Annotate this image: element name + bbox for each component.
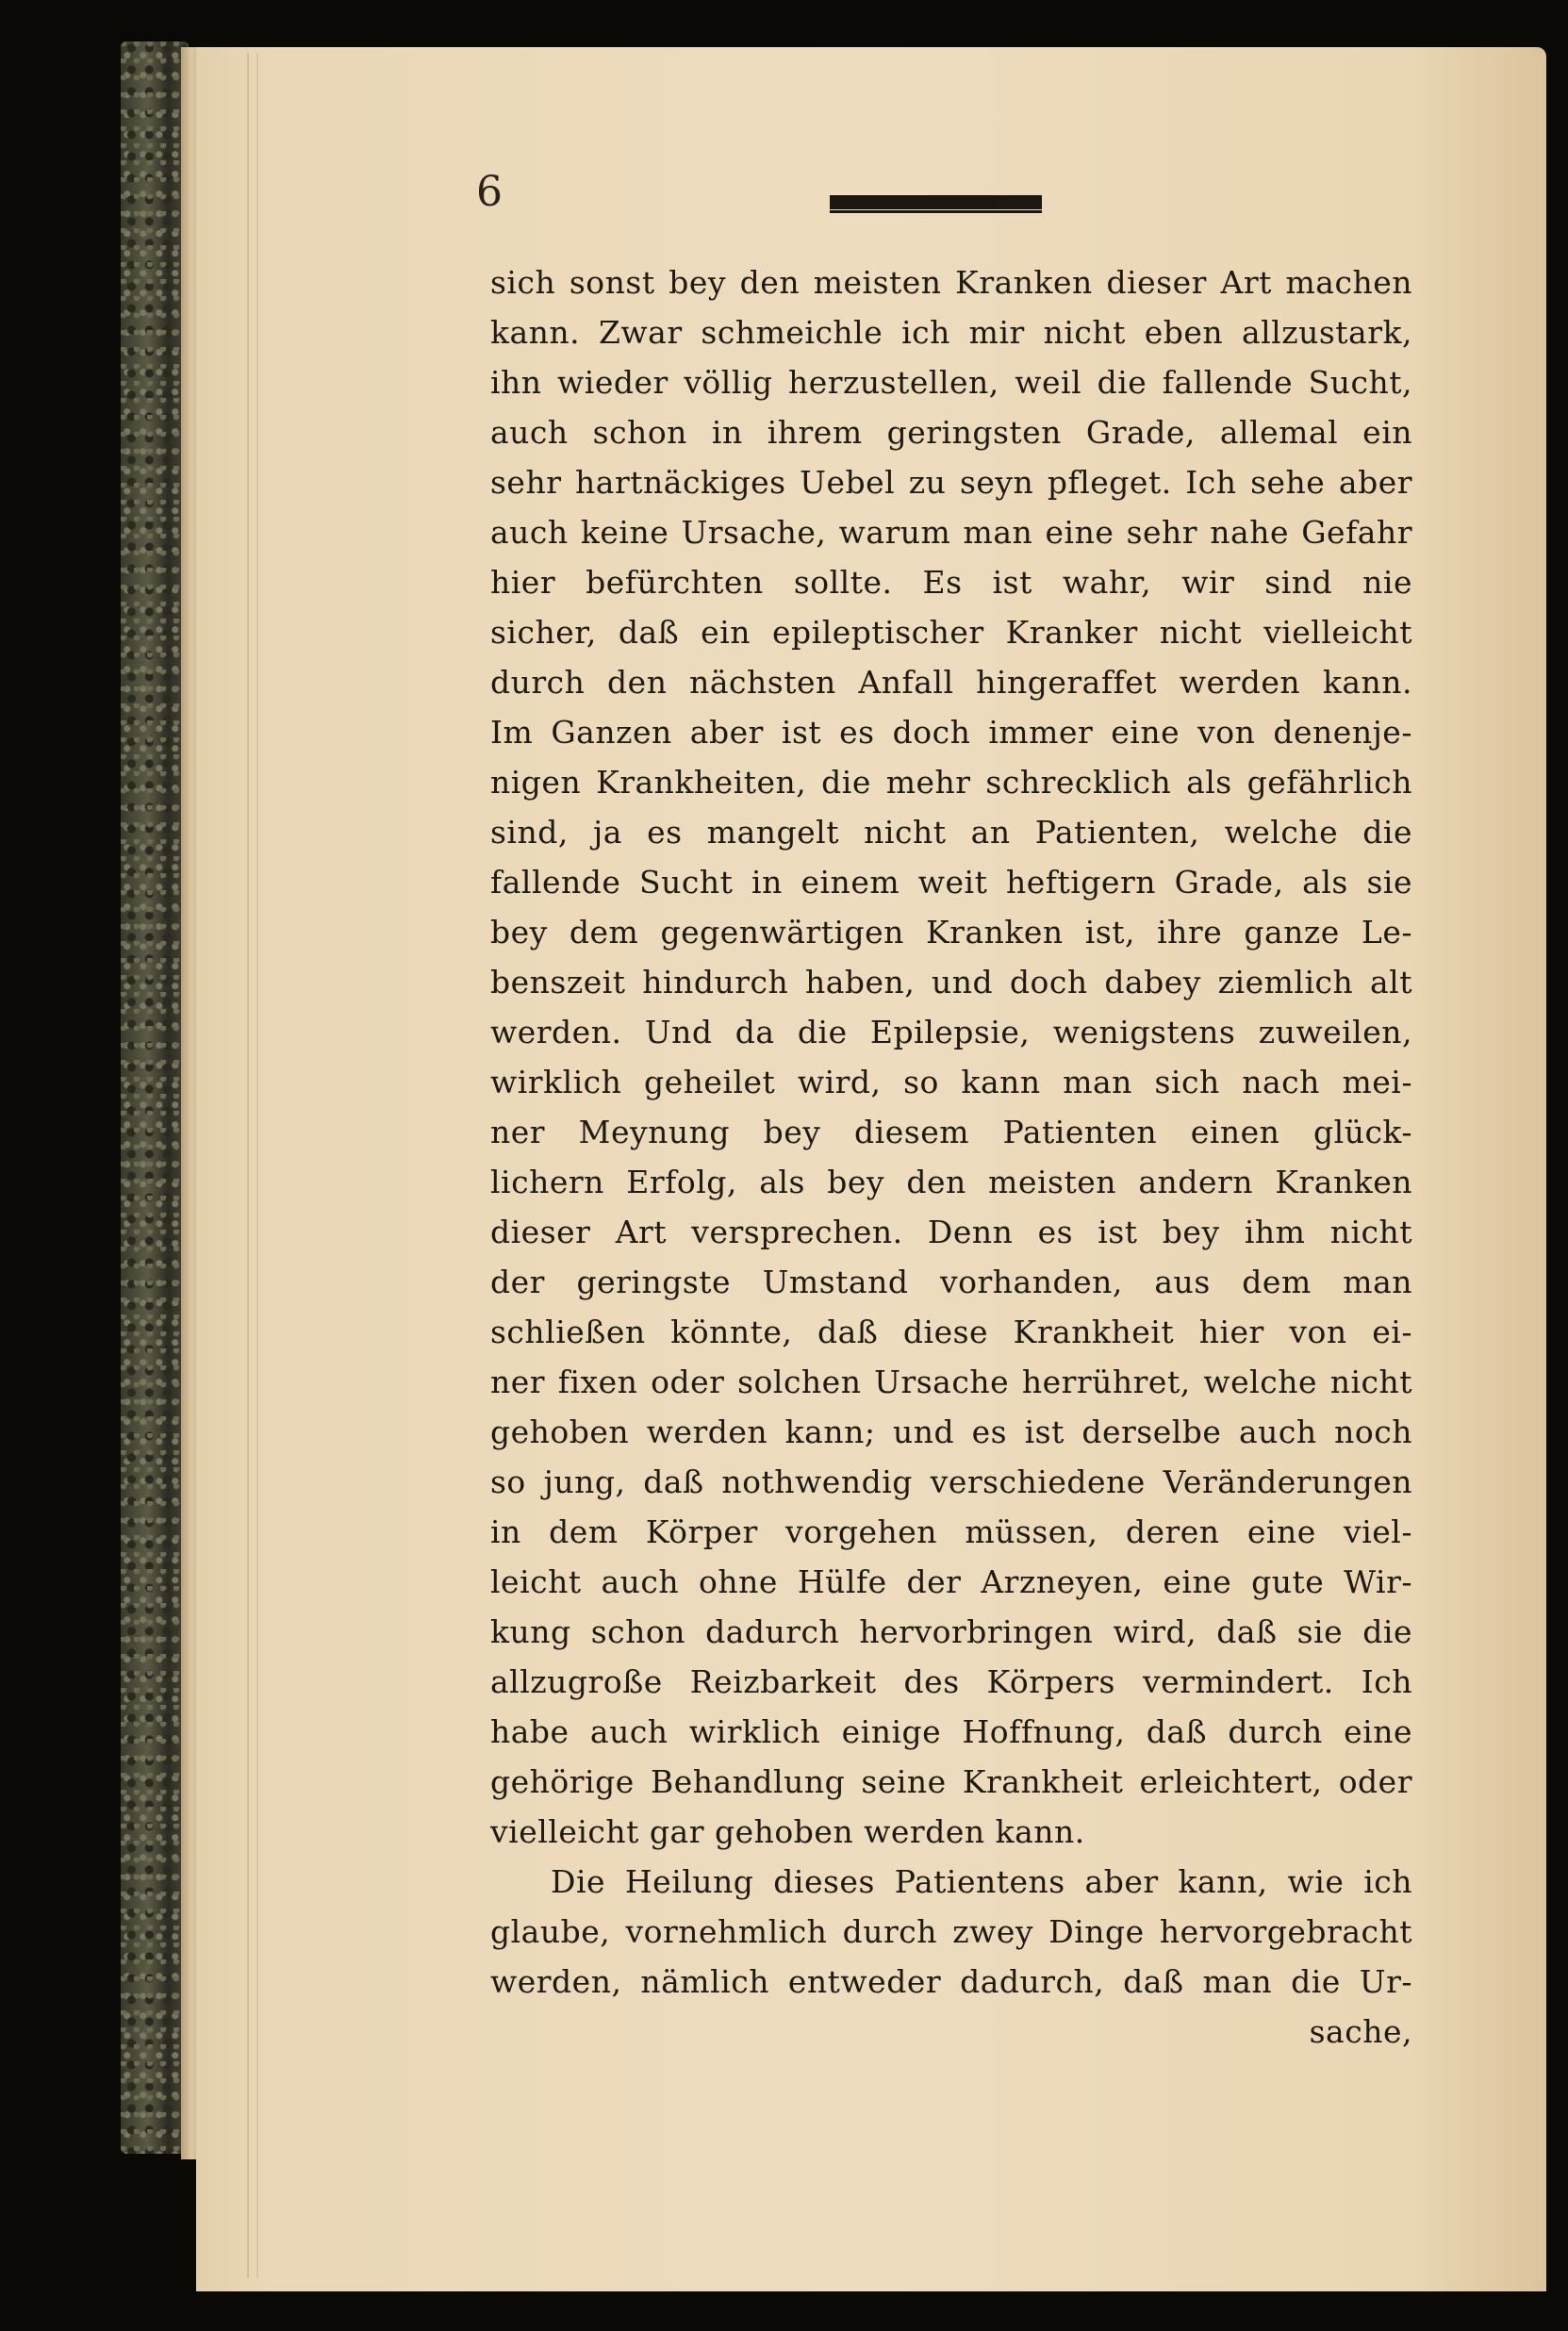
text-line: vielleicht gar gehoben werden kann.	[490, 1813, 1085, 1850]
text-line: gehörige Behandlung seine Krankheit erleichtert, oder	[490, 1763, 1412, 1800]
text-line: fallende Sucht in einem weit heftigern Grade, als sie	[490, 864, 1412, 901]
text-line: werden. Und da die Epilepsie, wenigstens zuweilen,	[490, 1014, 1412, 1050]
text-line: leicht auch ohne Hülfe der Arzneyen, eine gute Wir-	[490, 1563, 1412, 1600]
text-line: dieser Art versprechen. Denn es ist bey ihm nicht	[490, 1214, 1412, 1250]
text-line: schließen könnte, daß diese Krankheit hier von ei-	[490, 1314, 1412, 1350]
text-line: ihn wieder völlig herzustellen, weil die fallende Sucht,	[490, 364, 1412, 401]
text-line: sehr hartnäckiges Uebel zu seyn pfleget. Ich sehe aber	[490, 464, 1412, 501]
text-line: gehoben werden kann; und es ist derselbe auch noch	[490, 1413, 1412, 1450]
catchword: sache,	[1309, 2013, 1412, 2050]
text-line: sich sonst bey den meisten Kranken dieser Art machen	[490, 264, 1412, 301]
text-line: kann. Zwar schmeichle ich mir nicht eben allzustark,	[490, 314, 1412, 351]
text-line: nigen Krankheiten, die mehr schrecklich als gefährlich	[490, 764, 1412, 801]
text-line: ner fixen oder solchen Ursache herrühret, welche nicht	[490, 1364, 1412, 1400]
text-line: auch schon in ihrem geringsten Grade, allemal ein	[490, 414, 1412, 451]
text-line: auch keine Ursache, warum man eine sehr nahe Gefahr	[490, 514, 1412, 551]
text-line: Im Ganzen aber ist es doch immer eine von denenje-	[490, 714, 1412, 751]
text-line: werden, nämlich entweder dadurch, daß man die Ur-	[490, 1963, 1412, 2000]
text-line: sicher, daß ein epileptischer Kranker nicht vielleicht	[490, 614, 1412, 651]
text-line: kung schon dadurch hervorbringen wird, daß sie die	[490, 1613, 1412, 1650]
text-line: so jung, daß nothwendig verschiedene Veränderungen	[490, 1463, 1412, 1500]
page-margin-line	[256, 53, 258, 2278]
text-line: wirklich geheilet wird, so kann man sich nach mei-	[490, 1064, 1412, 1100]
header-rule	[830, 195, 1042, 209]
text-line: sind, ja es mangelt nicht an Patienten, welche die	[490, 814, 1412, 851]
text-line: hier befürchten sollte. Es ist wahr, wir sind nie	[490, 564, 1412, 601]
text-line: allzugroße Reizbarkeit des Körpers vermindert. Ich	[490, 1663, 1412, 1700]
body-text	[490, 257, 1412, 2057]
page-number: 6	[476, 168, 503, 216]
text-line: durch den nächsten Anfall hingeraffet werden kann.	[490, 664, 1412, 701]
text-line: lichern Erfolg, als bey den meisten andern Kranken	[490, 1164, 1412, 1200]
marbled-cover-edge	[121, 41, 189, 2154]
text-line: benszeit hindurch haben, und doch dabey ziemlich alt	[490, 964, 1412, 1000]
text-line: Die Heilung dieses Patientens aber kann, wie ich	[551, 1863, 1412, 1900]
text-line: der geringste Umstand vorhanden, aus dem man	[490, 1264, 1412, 1300]
text-line: habe auch wirklich einige Hoffnung, daß durch eine	[490, 1713, 1412, 1750]
text-line: glaube, vornehmlich durch zwey Dinge hervorgebracht	[490, 1913, 1412, 1950]
page-margin-line	[247, 53, 249, 2278]
text-line: ner Meynung bey diesem Patienten einen glück-	[490, 1114, 1412, 1150]
text-line: in dem Körper vorgehen müssen, deren eine viel-	[490, 1513, 1412, 1550]
text-line: bey dem gegenwärtigen Kranken ist, ihre ganze Le-	[490, 914, 1412, 951]
